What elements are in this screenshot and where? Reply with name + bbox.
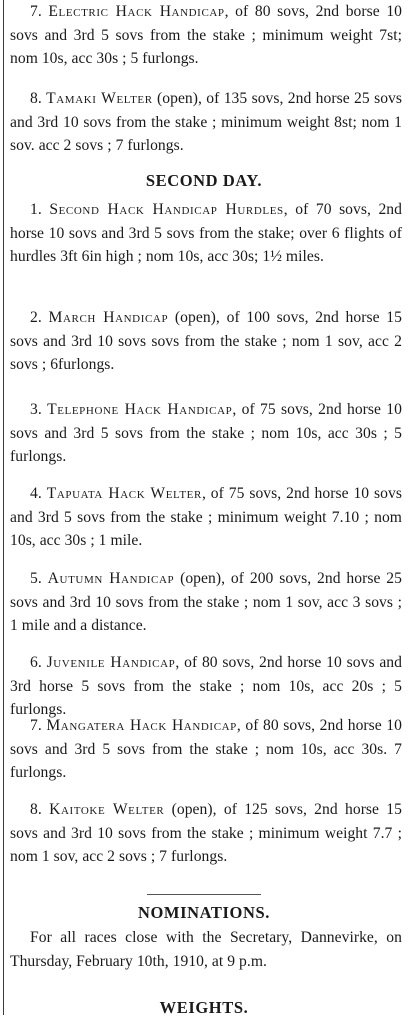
race-entry-juvenile-handicap	[10, 651, 402, 722]
race-details: , of 70 sovs, 2nd horse 10 sovs and 3rd 5 sovs from the stake; over 6 flights of hurdles 3ft 6in high ; nom 10s, acc 30s; 1½ miles.	[10, 201, 402, 265]
race-entry-electric-hack-handicap	[10, 0, 402, 71]
race-name: Tapuata Hack Welter	[46, 485, 202, 502]
race-number: 8.	[30, 801, 42, 818]
race-number: 6.	[30, 654, 42, 671]
section-separator	[147, 894, 261, 895]
race-details: , of 75 sovs, 2nd horse 10 sovs and 3rd 5 sovs from the stake ; minimum weight 7.10 ; nom 10s, acc 30s ; 1 mile.	[10, 485, 402, 549]
race-details: (open), of 135 sovs, 2nd horse 25 sovs and 3rd 10 sovs from the stake ; minimum weight 8st; nom 1 sov. acc 2 sovs ; 7 furlongs.	[10, 90, 403, 154]
nominations-text: For all races close with the Secretary, Dannevirke, on Thursday, February 10th, 1910, at 9 p.m.	[10, 929, 402, 970]
race-number: 8.	[30, 90, 42, 107]
race-entry-kaitoke-welter	[10, 798, 402, 869]
race-number: 7.	[30, 3, 42, 20]
race-entry-telephone-hack-handicap	[10, 398, 402, 469]
race-details: , of 80 sovs, 2nd horse 10 sovs and 3rd horse 5 sovs from the stake ; nom 10s, acc 20s ; 5 furlongs.	[10, 654, 402, 718]
race-number: 7.	[30, 717, 42, 734]
race-entry-march-handicap	[10, 306, 402, 377]
race-details: , of 80 sovs, 2nd horse 10 sovs and 3rd 5 sovs from the stake ; nom 10s, acc 30s. 7 furlongs.	[10, 717, 402, 781]
race-name: Juvenile Handicap	[46, 654, 176, 671]
nominations-heading: NOMINATIONS.	[137, 903, 271, 922]
race-entry-autumn-handicap	[10, 567, 402, 638]
race-name: Electric Hack Handicap	[48, 3, 225, 20]
race-number: 4.	[30, 485, 42, 502]
race-name: Second Hack Handicap Hurdles	[49, 201, 284, 218]
race-name: Tamaki Welter	[46, 90, 153, 107]
race-details: , of 75 sovs, 2nd horse 10 sovs and 3rd 5 sovs from the stake ; nom 10s, acc 30s ; 5 furlongs.	[10, 401, 402, 465]
race-number: 3.	[30, 401, 42, 418]
race-entry-tapuata-hack-welter	[10, 482, 402, 553]
race-details: (open), of 100 sovs, 2nd horse 15 sovs and 3rd 10 sovs sovs from the stake ; nom 1 sov, acc 2 sovs ; 6furlongs.	[10, 309, 403, 373]
race-name: Autumn Handicap	[47, 570, 175, 587]
race-details: , of 80 sovs, 2nd borse 10 sovs and 3rd 5 sovs from the stake ; minimum weight 7st; nom 10s, acc 30s ; 5 furlongs.	[10, 3, 403, 67]
column-rule	[3, 0, 4, 1015]
race-details: (open), of 125 sovs, 2nd horse 15 sovs and 3rd 10 sovs from the stake ; minimum weight 7.7 ; nom 1 sov, acc 2 sovs ; 7 furlongs.	[10, 801, 402, 865]
race-number: 5.	[30, 570, 42, 587]
race-name: Kaitoke Welter	[49, 801, 165, 818]
weights-heading: WEIGHTS.	[159, 998, 249, 1017]
race-entry-tamaki-welter	[10, 87, 402, 158]
race-name: March Handicap	[48, 309, 169, 326]
race-name: Telephone Hack Handicap	[47, 401, 233, 418]
race-details: (open), of 200 sovs, 2nd horse 25 sovs and 3rd 10 sovs from the stake ; nom 1 sov, acc 3 sovs ; 1 mile and a distance.	[10, 570, 402, 634]
race-entry-mangatera-hack-handicap	[10, 714, 402, 785]
race-entry-second-hack-handicap-hurdles	[10, 198, 402, 269]
second-day-heading: SECOND DAY.	[145, 171, 263, 190]
race-number: 2.	[30, 309, 42, 326]
race-number: 1.	[30, 201, 42, 218]
race-name: Mangatera Hack Handicap	[46, 717, 237, 734]
